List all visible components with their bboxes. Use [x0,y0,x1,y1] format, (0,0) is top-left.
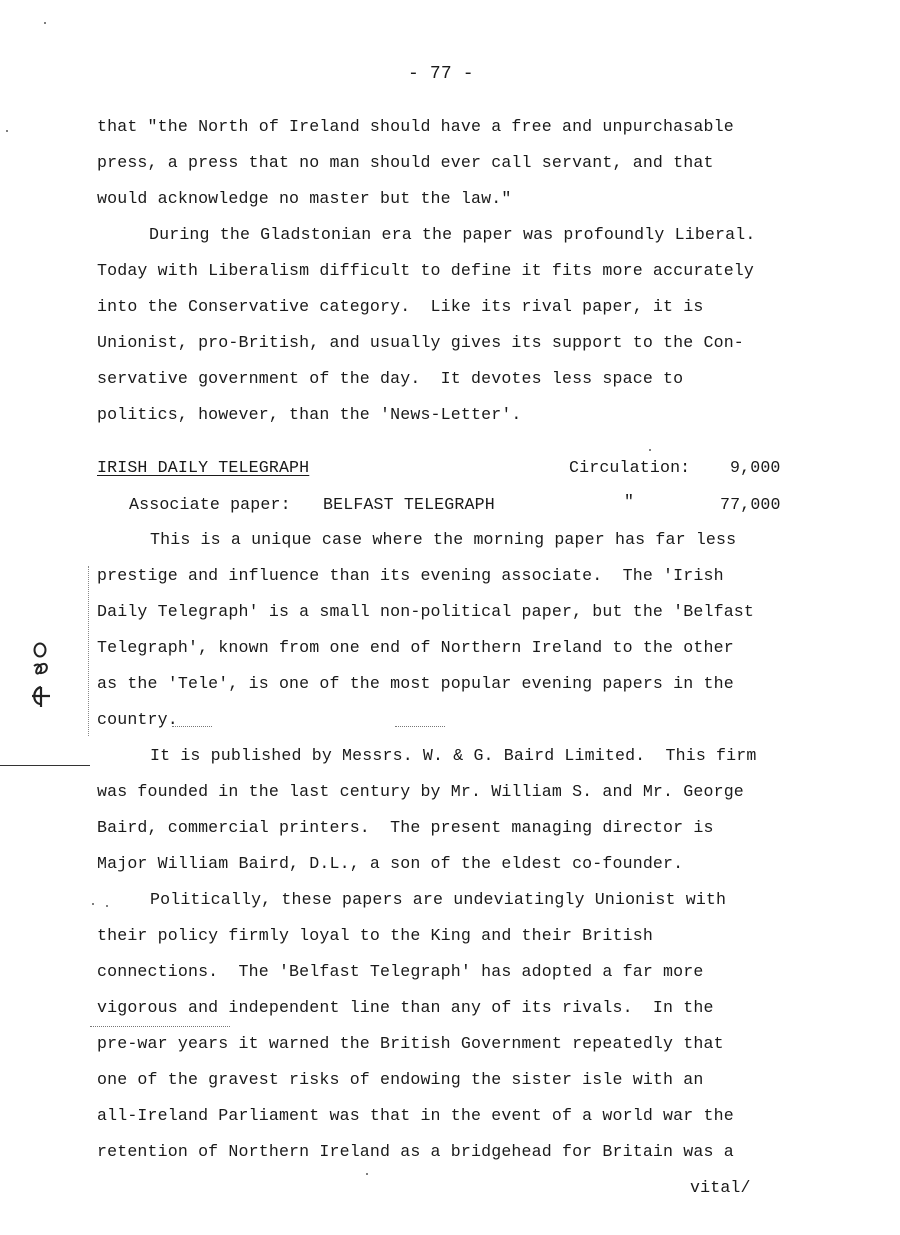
handwritten-margin-mark [30,636,80,716]
text-line: pre-war years it warned the British Government repeatedly that [97,1034,724,1053]
scan-speck [6,130,8,132]
scan-artifact [90,1026,230,1027]
margin-dots [88,566,89,736]
scan-speck [44,22,46,24]
text-line: vigorous and independent line than any of its rivals. In the [97,998,714,1017]
text-line: Unionist, pro-British, and usually gives its support to the Con- [97,333,744,352]
scan-speck [106,905,108,907]
text-line: would acknowledge no master but the law." [97,189,512,208]
text-line: retention of Northern Ireland as a bridgehead for Britain was a [97,1142,734,1161]
text-line: Major William Baird, D.L., a son of the eldest co-founder. [97,854,684,873]
scan-speck [649,449,651,451]
associate-name: BELFAST TELEGRAPH [323,495,495,514]
text-line: into the Conservative category. Like its rival paper, it is [97,297,704,316]
text-line: This is a unique case where the morning paper has far less [150,530,737,549]
text-line: Baird, commercial printers. The present managing director is [97,818,714,837]
circulation-label: Circulation: [569,458,691,477]
text-line: Daily Telegraph' is a small non-political paper, but the 'Belfast [97,602,755,621]
text-line: Politically, these papers are undeviatingly Unionist with [150,890,727,909]
scan-speck [92,903,94,905]
circulation-value: 9,000 [730,458,781,477]
text-line: Today with Liberalism difficult to define it fits more accurately [97,261,755,280]
section-heading: IRISH DAILY TELEGRAPH [97,458,310,477]
text-line: was founded in the last century by Mr. William S. and Mr. George [97,782,744,801]
catchword: vital/ [690,1178,751,1197]
text-line: that "the North of Ireland should have a free and unpurchasable [97,117,734,136]
scan-artifact [395,726,445,727]
text-line: press, a press that no man should ever call servant, and that [97,153,714,172]
text-line: During the Gladstonian era the paper was profoundly Liberal. [149,225,756,244]
text-line: all-Ireland Parliament was that in the event of a world war the [97,1106,734,1125]
margin-rule [0,765,90,766]
text-line: as the 'Tele', is one of the most popular evening papers in the [97,674,734,693]
associate-label: Associate paper: [129,495,291,514]
text-line: It is published by Messrs. W. & G. Baird Limited. This firm [150,746,757,765]
text-line: prestige and influence than its evening associate. The 'Irish [97,566,724,585]
ditto-mark: " [624,492,635,511]
text-line: politics, however, than the 'News-Letter'. [97,405,522,424]
associate-circulation: 77,000 [720,495,781,514]
text-line: Telegraph', known from one end of Northern Ireland to the other [97,638,734,657]
text-line: one of the gravest risks of endowing the sister isle with an [97,1070,704,1089]
text-line: servative government of the day. It devotes less space to [97,369,684,388]
scan-speck [366,1173,368,1175]
text-line: country. [97,710,178,729]
scan-artifact [172,726,212,727]
text-line: connections. The 'Belfast Telegraph' has adopted a far more [97,962,704,981]
page-number: - 77 - [408,64,474,84]
text-line: their policy firmly loyal to the King and their British [97,926,653,945]
